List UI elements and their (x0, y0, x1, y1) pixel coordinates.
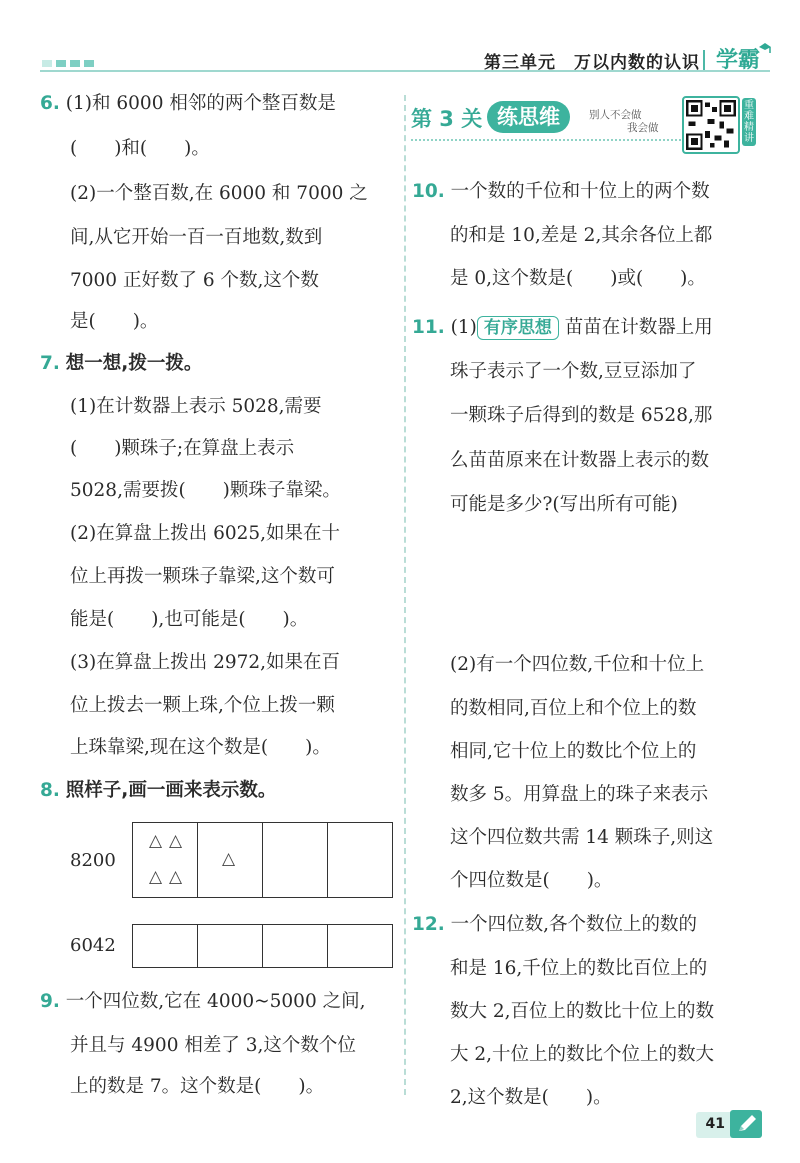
question-12-line-1: 12. 一个四位数,各个数位上的数的 (412, 914, 698, 935)
question-number: 11. (412, 317, 445, 338)
grid-cell-hundreds (198, 823, 263, 897)
question-9-line-2: 并且与 4900 相差了 3,这个数个位 (70, 1035, 356, 1056)
answer-place-value-grid[interactable] (132, 924, 393, 968)
header-decoration (42, 60, 94, 67)
question-11-line-3: 一颗珠子后得到的数是 6528,那 (450, 405, 713, 426)
question-number: 9. (40, 991, 60, 1012)
slogan-line-2: 我会做 (627, 122, 659, 134)
question-11-line-5: 可能是多少?(写出所有可能) (450, 494, 678, 515)
banner-dotted-rule (411, 139, 681, 141)
question-7-line-9: 上珠靠梁,现在这个数是( )。 (70, 737, 331, 758)
question-number: 8. (40, 780, 60, 801)
question-11-part2-line-4: 数多 5。用算盘上的珠子来表示 (450, 784, 709, 805)
level-pill: 练思维 (487, 101, 570, 133)
slogan-line-1: 别人不会做 (589, 109, 642, 121)
brand-logo: 学霸 (715, 48, 760, 73)
question-8-title: 8. 照样子,画一画来表示数。 (40, 780, 277, 801)
question-11-part2-line-2: 的数相同,百位上和个位上的数 (450, 698, 697, 719)
answer-cell-ones[interactable] (328, 925, 392, 967)
question-10-line-1: 10. 一个数的千位和十位上的两个数 (412, 181, 710, 202)
question-11-part2-line-6: 个四位数是( )。 (450, 870, 613, 891)
question-number: 7. (40, 353, 60, 374)
question-11-line-4: 么苗苗原来在计数器上表示的数 (450, 450, 710, 471)
question-6-line-1: 6. (1)和 6000 相邻的两个整百数是 (40, 93, 336, 114)
question-7-line-7: (3)在算盘上拨出 2972,如果在百 (70, 652, 341, 673)
question-6-line-2: ( )和( )。 (70, 138, 210, 159)
unit-title: 第三单元 万以内数的认识 (484, 53, 700, 73)
question-12-line-4: 大 2,十位上的数比个位上的数大 (450, 1044, 715, 1065)
question-number: 10. (412, 181, 445, 202)
grid-cell-ones (328, 823, 392, 897)
answer-cell-thousands[interactable] (133, 925, 198, 967)
question-7-line-5: 位上再拨一颗珠子靠梁,这个数可 (70, 566, 335, 587)
example-place-value-grid (132, 822, 393, 898)
question-7-line-4: (2)在算盘上拨出 6025,如果在十 (70, 523, 341, 544)
header-separator (703, 50, 705, 70)
question-number: 6. (40, 93, 60, 114)
triangle-icon: △ (149, 831, 163, 851)
question-9-line-3: 上的数是 7。这个数是( )。 (70, 1076, 325, 1097)
blank-number-label: 6042 (70, 935, 116, 956)
level-label: 第 3 关 (411, 107, 483, 131)
question-6-line-3: (2)一个整百数,在 6000 和 7000 之 (70, 183, 368, 204)
question-6-line-6: 是( )。 (70, 311, 159, 332)
question-11-part2-line-3: 相同,它十位上的数比个位上的 (450, 741, 697, 762)
example-number-label: 8200 (70, 850, 116, 871)
question-7-line-3: 5028,需要拨( )颗珠子靠梁。 (70, 480, 341, 501)
question-11-line-1: 11. (1) 有序思想 苗苗在计数器上用 (412, 317, 713, 338)
answer-cell-hundreds[interactable] (198, 925, 263, 967)
question-11-part2-line-1: (2)有一个四位数,千位和十位上 (450, 654, 705, 675)
triangle-icon: △ (169, 831, 183, 851)
question-9-line-1: 9. 一个四位数,它在 4000~5000 之间, (40, 991, 366, 1012)
question-number: 12. (412, 914, 445, 935)
graduation-cap-icon (758, 42, 772, 54)
question-7-line-8: 位上拨去一颗上珠,个位上拨一颗 (70, 695, 335, 716)
grid-cell-thousands (133, 823, 198, 897)
qr-tag: 重难精讲 (744, 100, 754, 144)
triangle-icon: △ (222, 849, 236, 869)
question-12-line-5: 2,这个数是( )。 (450, 1087, 612, 1108)
triangle-icon: △ (149, 867, 163, 887)
question-7-line-1: (1)在计数器上表示 5028,需要 (70, 396, 322, 417)
thinking-tag: 有序思想 (477, 316, 559, 340)
triangle-icon: △ (169, 867, 183, 887)
question-10-line-3: 是 0,这个数是( )或( )。 (450, 268, 706, 289)
question-12-line-2: 和是 16,千位上的数比百位上的 (450, 958, 708, 979)
question-11-line-2: 珠子表示了一个数,豆豆添加了 (450, 361, 697, 382)
question-7-title: 7. 想一想,拨一拨。 (40, 353, 203, 374)
question-11-part2-line-5: 这个四位数共需 14 颗珠子,则这 (450, 827, 714, 848)
pencil-icon (730, 1110, 762, 1138)
question-6-line-4: 间,从它开始一百一百地数,数到 (70, 227, 323, 248)
level-banner (411, 101, 683, 135)
column-divider (404, 95, 406, 1095)
question-7-line-2: ( )颗珠子;在算盘上表示 (70, 438, 295, 459)
question-10-line-2: 的和是 10,差是 2,其余各位上都 (450, 225, 713, 246)
answer-cell-tens[interactable] (263, 925, 328, 967)
question-7-line-6: 能是( ),也可能是( )。 (70, 609, 309, 630)
question-12-line-3: 数大 2,百位上的数比十位上的数 (450, 1001, 715, 1022)
question-6-line-5: 7000 正好数了 6 个数,这个数 (70, 270, 319, 291)
grid-cell-tens (263, 823, 328, 897)
qr-code-icon[interactable] (682, 96, 740, 154)
page-number: 41 (705, 1116, 725, 1132)
